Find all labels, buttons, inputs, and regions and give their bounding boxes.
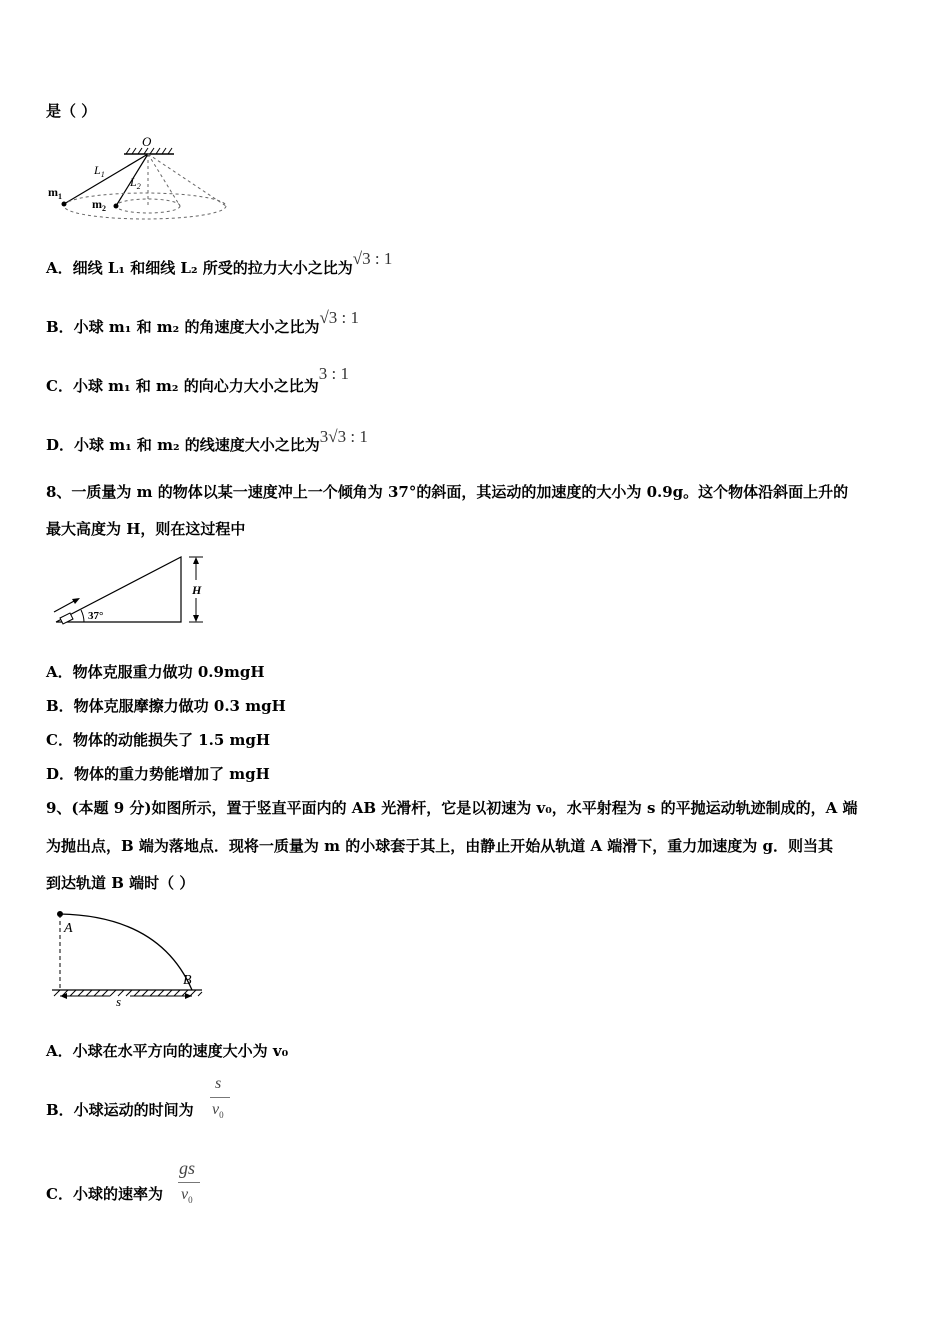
q9-projectile-track-figure: [50, 906, 210, 1012]
q8-incline-figure: [46, 552, 211, 627]
q9-fig-label-b: B: [183, 973, 192, 988]
q7-fig-label-o: O: [142, 134, 152, 149]
q9-option-c-text: C．小球的速率为: [46, 1185, 163, 1203]
q7-fig-label-l2-sub: 2: [136, 182, 141, 191]
q9-option-c-fraction: [176, 1158, 202, 1210]
q9-option-a: A．小球在水平方向的速度大小为 v₀: [46, 1042, 289, 1060]
q9-option-b-fraction: [208, 1075, 230, 1127]
q7-option-c: [46, 364, 349, 396]
svg-text:m2: [92, 197, 106, 213]
q7-option-a-math: √3 : 1: [352, 249, 393, 268]
q9-stem-line3: 到达轨道 B 端时（ ）: [46, 874, 195, 892]
q7-option-c-text: C．小球 m₁ 和 m₂ 的向心力大小之比为: [46, 377, 319, 395]
q8-option-d: D．物体的重力势能增加了 mgH: [46, 765, 270, 783]
q8-stem-line2: 最大高度为 H，则在这过程中: [46, 520, 246, 538]
q8-option-a: A．物体克服重力做功 0.9mgH: [46, 663, 265, 681]
svg-text:L2: [129, 175, 141, 191]
svg-text:m1: [48, 185, 62, 201]
q8-fig-label-h: H: [192, 583, 202, 597]
q9-option-b: [46, 1100, 194, 1120]
q9-option-b-text: B．小球运动的时间为: [46, 1101, 194, 1119]
q9-option-c-denominator-sub: 0: [188, 1195, 193, 1205]
q9-stem-line2: 为抛出点，B 端为落地点．现将一质量为 m 的小球套于其上，由静止开始从轨道 A 端滑下，重力加速度为 g．则当其: [46, 837, 834, 855]
q8-option-c: C．物体的动能损失了 1.5 mgH: [46, 731, 271, 749]
q7-stem-tail: 是（ ）: [46, 102, 97, 120]
q8-fig-label-angle: 37°: [88, 610, 104, 622]
q7-option-d-text: D．小球 m₁ 和 m₂ 的线速度大小之比为: [46, 436, 320, 454]
q7-fig-label-m1-sub: 1: [58, 192, 62, 201]
q7-fig-label-m1: m: [48, 185, 58, 199]
q7-fig-label-l2: L: [130, 175, 137, 189]
svg-text:L1: [93, 163, 105, 179]
q9-option-c-denominator: v: [181, 1186, 189, 1203]
q9-fig-label-s: s: [116, 994, 122, 1009]
q7-fig-label-l1: L: [94, 163, 101, 177]
q9-fig-label-a: A: [64, 921, 73, 936]
q8-stem-line1: 8、一质量为 m 的物体以某一速度冲上一个倾角为 37°的斜面，其运动的加速度的大小为 0.9g。这个物体沿斜面上升的: [46, 483, 849, 501]
q7-fig-label-m2-sub: 2: [102, 204, 106, 213]
q8-option-b: B．物体克服摩擦力做功 0.3 mgH: [46, 697, 286, 715]
q7-option-b-math: √3 : 1: [319, 308, 360, 327]
q9-option-b-numerator: s: [215, 1075, 222, 1092]
q7-option-c-math: 3 : 1: [318, 364, 349, 383]
q9-stem-line1: 9、(本题 9 分)如图所示，置于竖直平面内的 AB 光滑杆，它是以初速为 v₀，水平射程为 s 的平抛运动轨迹制成的，A 端: [46, 799, 858, 817]
q7-option-a-text: A．细线 L₁ 和细线 L₂ 所受的拉力大小之比为: [46, 259, 353, 277]
q9-option-b-denominator-sub: 0: [219, 1110, 224, 1120]
q7-option-d-math: 3√3 : 1: [319, 427, 368, 446]
q7-conical-pendulum-figure: [44, 134, 234, 229]
q7-fig-label-l1-sub: 1: [100, 170, 105, 179]
q7-fig-label-m2: m: [92, 197, 102, 211]
q9-option-c-numerator: gs: [179, 1158, 196, 1178]
q7-option-d: [46, 427, 368, 455]
q9-option-c: [46, 1184, 163, 1204]
q7-option-b: [46, 308, 360, 337]
q7-option-a: [46, 249, 393, 278]
q7-option-b-text: B．小球 m₁ 和 m₂ 的角速度大小之比为: [46, 318, 320, 336]
q9-option-b-denominator: v: [212, 1101, 220, 1118]
